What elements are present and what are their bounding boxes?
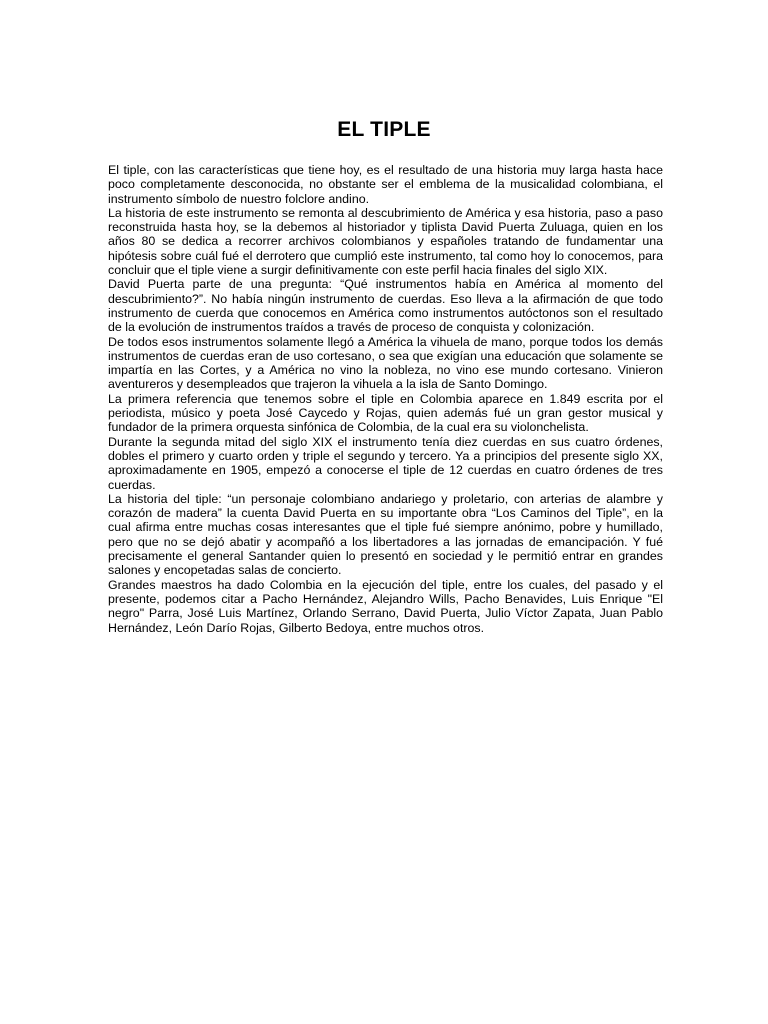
paragraph: Grandes maestros ha dado Colombia en la ejecución del tiple, entre los cuales, del pasado y el presente, podemos citar a Pacho Hernández, Alejandro Wills, Pacho Benavides, Luis Enrique "El negro" Parra, José Luis Martínez, Orlando Serrano, David Puerta, Julio Víctor Zapata, Juan Pablo Hernández, León Darío Rojas, Gilberto Bedoya, entre muchos otros. <box>108 577 663 635</box>
document-title: EL TIPLE <box>337 118 431 141</box>
document-body <box>108 163 663 635</box>
paragraph: La historia del tiple: “un personaje colombiano andariego y proletario, con arterias de alambre y corazón de madera” la cuenta David Puerta en su importante obra “Los Caminos del Tiple”, en la cual afirma entre muchas cosas interesantes que el tiple fué siempre anónimo, pobre y humillado, pero que no se dejó abatir y acompañó a los libertadores a las jornadas de emancipación. Y fué precisamente el general Santander quien lo presentó en sociedad y le permitió entrar en grandes salones y encopetadas salas de concierto. <box>108 491 663 578</box>
paragraph: De todos esos instrumentos solamente llegó a América la vihuela de mano, porque todos los demás instrumentos de cuerdas eran de uso cortesano, o sea que exigían una educación que solamente se impartía en las Cortes, y a América no vino la nobleza, no vino ese mundo cortesano. Vinieron aventureros y desempleados que trajeron la vihuela a la isla de Santo Domingo. <box>108 334 663 392</box>
paragraph: La historia de este instrumento se remonta al descubrimiento de América y esa historia, paso a paso reconstruida hasta hoy, se la debemos al historiador y tiplista David Puerta Zuluaga, quien en los años 80 se dedica a recorrer archivos colombianos y españoles tratando de fundamentar una hipótesis sobre cuál fué el derrotero que cumplió este instrumento, tal como hoy lo conocemos, para concluir que el tiple viene a surgir definitivamente con este perfil hacia finales del siglo XIX. <box>108 205 663 278</box>
paragraph: Durante la segunda mitad del siglo XIX el instrumento tenía diez cuerdas en sus cuatro órdenes, dobles el primero y cuarto orden y triple el segundo y tercero. Ya a principios del presente siglo XX, aproximadamente en 1905, empezó a conocerse el tiple de 12 cuerdas en cuatro órdenes de tres cuerdas. <box>108 434 663 492</box>
paragraph: David Puerta parte de una pregunta: “Qué instrumentos había en América al momento del descubrimiento?”. No había ningún instrumento de cuerdas. Eso lleva a la afirmación de que todo instrumento de cuerda que conocemos en América como instrumentos autóctonos son el resultado de la evolución de instrumentos traídos a través de proceso de conquista y colonización. <box>108 277 663 335</box>
paragraph: El tiple, con las características que tiene hoy, es el resultado de una historia muy larga hasta hace poco completamente desconocida, no obstante ser el emblema de la musicalidad colombiana, el instrumento símbolo de nuestro folclore andino. <box>108 163 663 206</box>
paragraph: La primera referencia que tenemos sobre el tiple en Colombia aparece en 1.849 escrita por el periodista, músico y poeta José Caycedo y Rojas, quien además fué un gran gestor musical y fundador de la primera orquesta sinfónica de Colombia, de la cual era su violonchelista. <box>108 391 663 435</box>
